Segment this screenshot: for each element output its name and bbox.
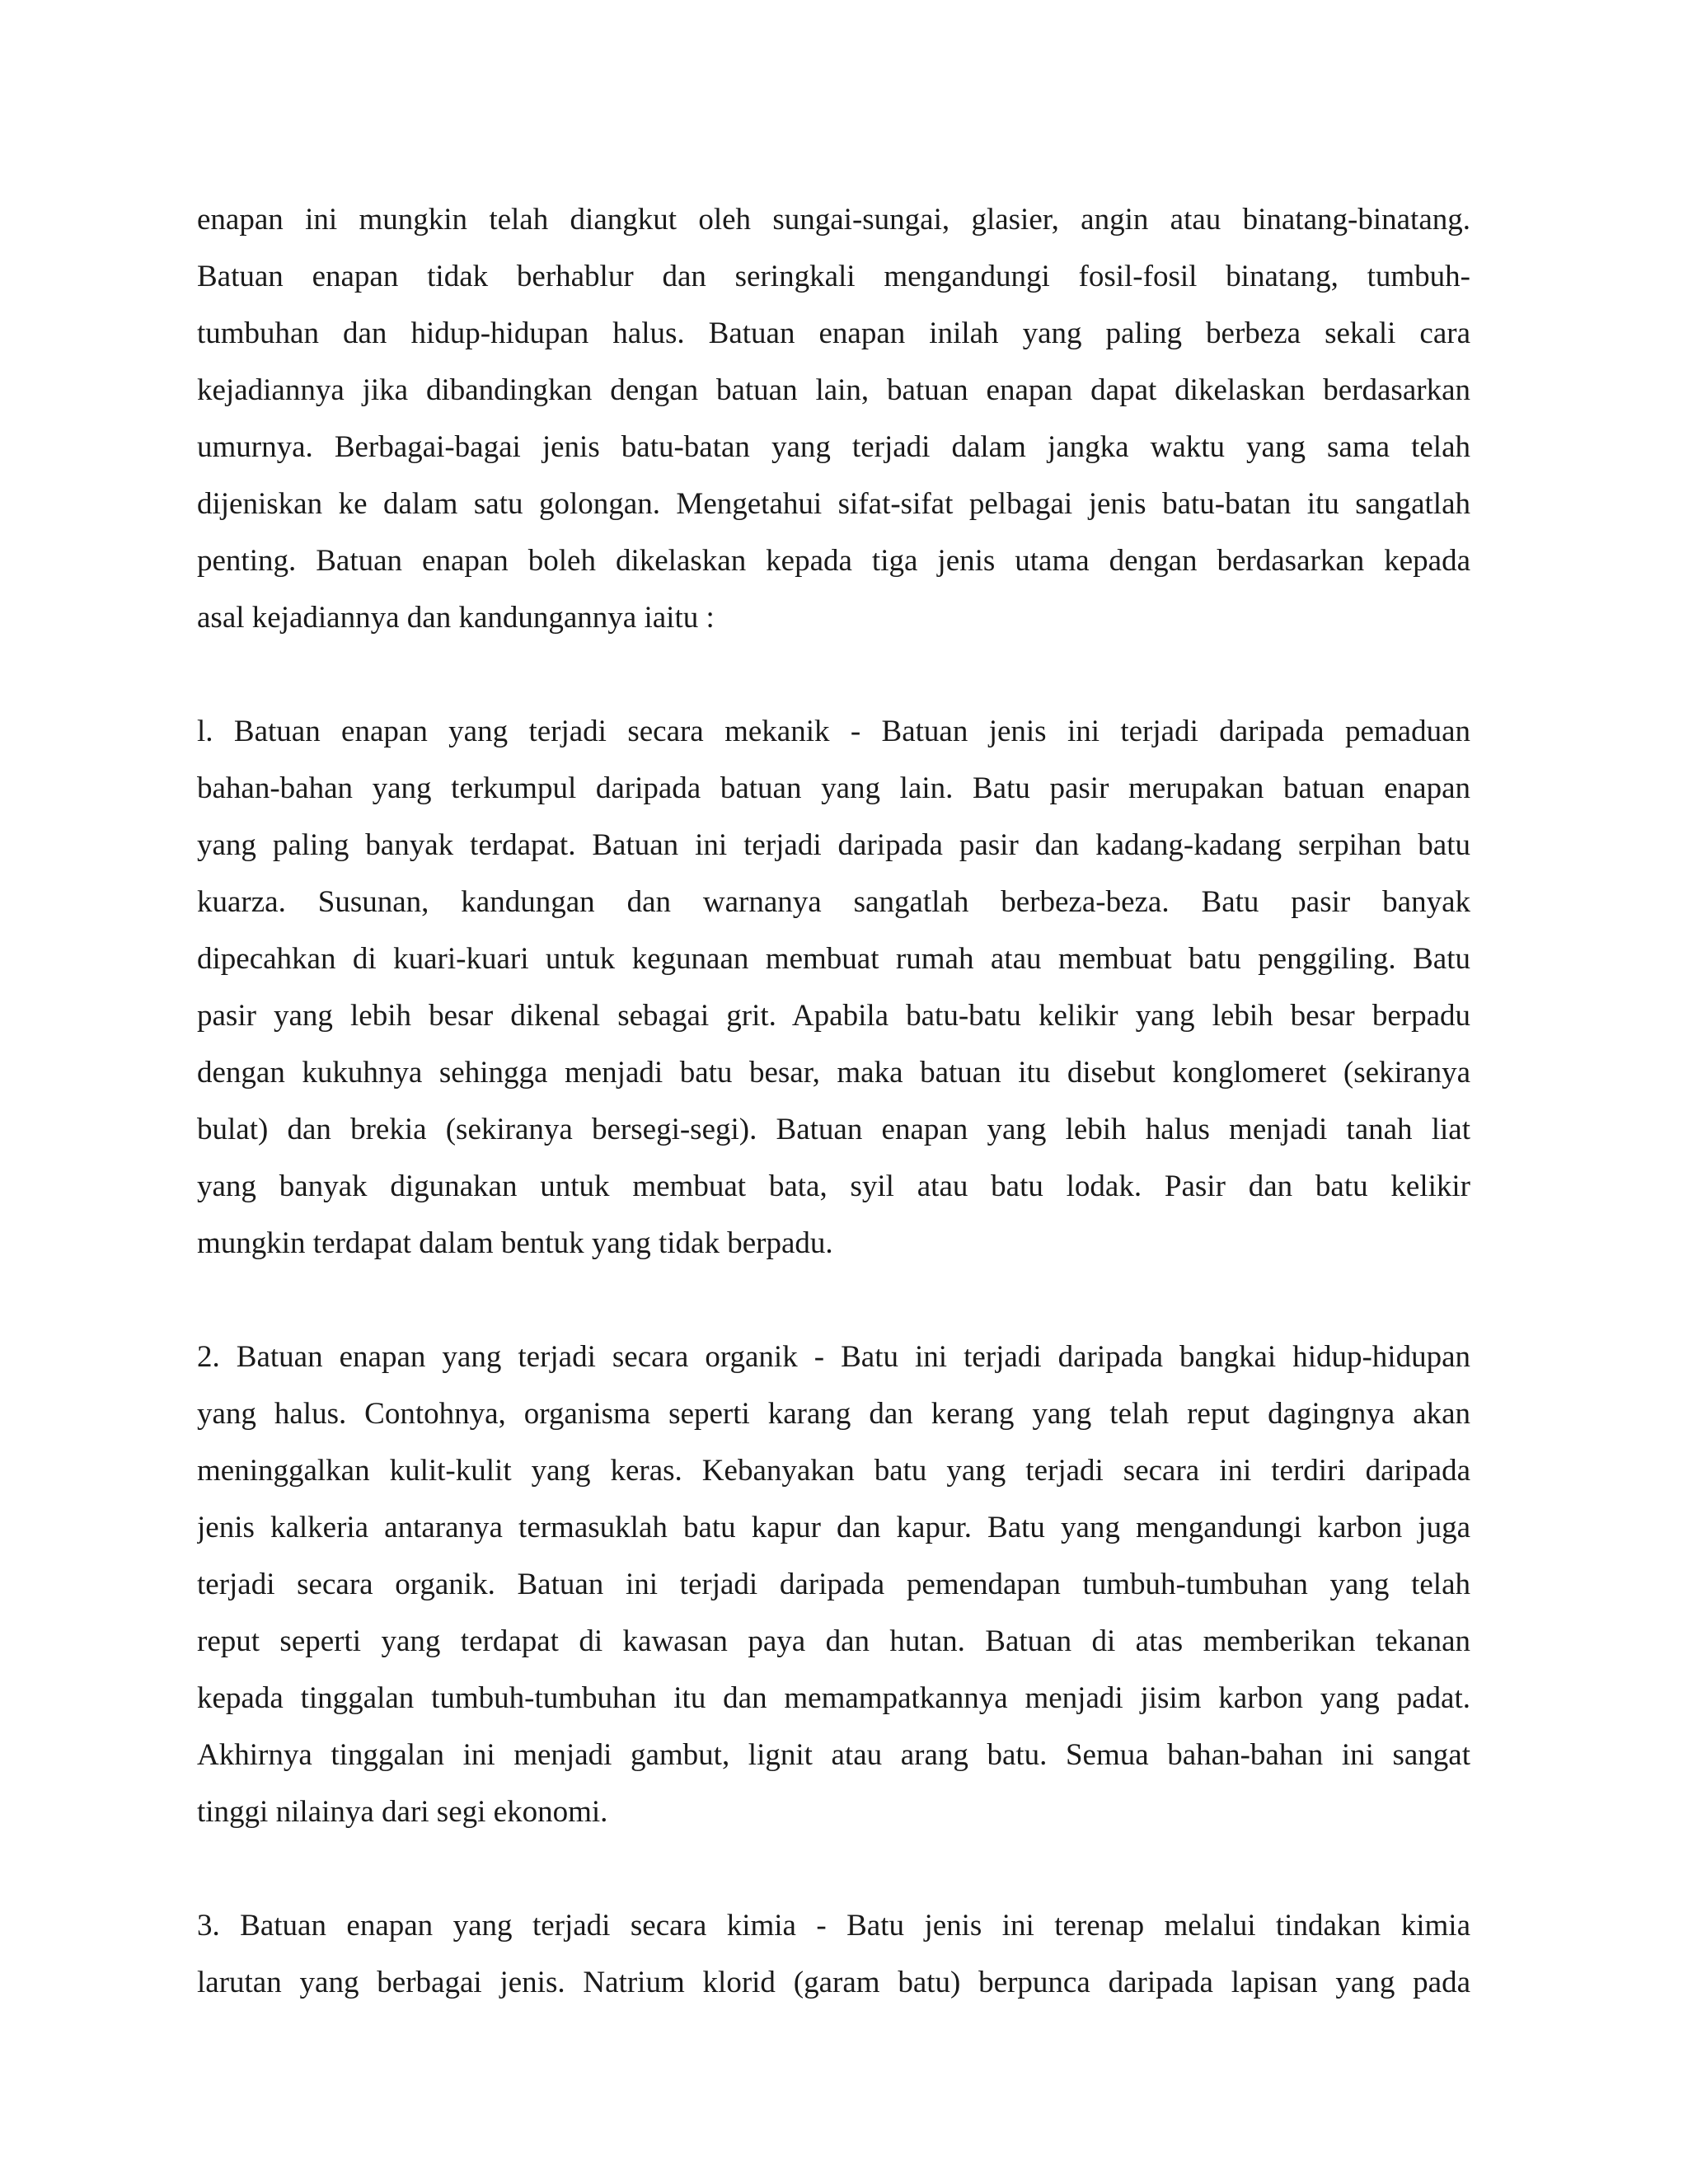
paragraph-spacer [197,1840,1470,1897]
text-line: jenis kalkeria antaranya termasuklah batu kapur dan kapur. Batu yang mengandungi karbon juga [197,1511,1470,1544]
paragraph-spacer [197,646,1470,703]
text-line: reput seperti yang terdapat di kawasan paya dan hutan. Batuan di atas memberikan tekanan [197,1624,1470,1658]
text-line: kuarza. Susunan, kandungan dan warnanya sangatlah berbeza-beza. Batu pasir banyak [197,885,1470,919]
text-line: enapan ini mungkin telah diangkut oleh sungai-sungai, glasier, angin atau binatang-binatang. [197,203,1470,237]
text-line: larutan yang berbagai jenis. Natrium klorid (garam batu) berpunca daripada lapisan yang pada [197,1966,1470,1999]
text-line: bahan-bahan yang terkumpul daripada batuan yang lain. Batu pasir merupakan batuan enapan [197,771,1470,805]
text-line: kepada tinggalan tumbuh-tumbuhan itu dan memampatkannya menjadi jisim karbon yang padat. [197,1681,1470,1715]
paragraph-mekanik [197,703,1470,1272]
text-line: terjadi secara organik. Batuan ini terjadi daripada pemendapan tumbuh-tumbuhan yang telah [197,1568,1470,1601]
document-body [197,191,1470,2011]
paragraph-kimia [197,1897,1470,2011]
text-line: umurnya. Berbagai-bagai jenis batu-batan yang terjadi dalam jangka waktu yang sama telah [197,430,1470,464]
text-line: penting. Batuan enapan boleh dikelaskan kepada tiga jenis utama dengan berdasarkan kepada [197,544,1470,578]
text-line: yang halus. Contohnya, organisma seperti karang dan kerang yang telah reput dagingnya akan [197,1397,1470,1431]
text-line: bulat) dan brekia (sekiranya bersegi-segi). Batuan enapan yang lebih halus menjadi tanah liat [197,1113,1470,1146]
paragraph-organik [197,1329,1470,1840]
text-line: 2. Batuan enapan yang terjadi secara organik - Batu ini terjadi daripada bangkai hidup-hidupan [197,1340,1470,1374]
text-line: 3. Batuan enapan yang terjadi secara kimia - Batu jenis ini terenap melalui tindakan kimia [197,1909,1470,1943]
paragraph-intro [197,191,1470,646]
text-line: Akhirnya tinggalan ini menjadi gambut, lignit atau arang batu. Semua bahan-bahan ini sangat [197,1738,1470,1772]
text-line: yang paling banyak terdapat. Batuan ini terjadi daripada pasir dan kadang-kadang serpihan batu [197,828,1470,862]
text-line: meninggalkan kulit-kulit yang keras. Kebanyakan batu yang terjadi secara ini terdiri daripada [197,1454,1470,1488]
text-line: kejadiannya jika dibandingkan dengan batuan lain, batuan enapan dapat dikelaskan berdasarkan [197,373,1470,407]
text-line: tinggi nilainya dari segi ekonomi. [197,1795,608,1829]
text-line: pasir yang lebih besar dikenal sebagai grit. Apabila batu-batu kelikir yang lebih besar berpadu [197,999,1470,1033]
text-line: Batuan enapan tidak berhablur dan seringkali mengandungi fosil-fosil binatang, tumbuh- [197,260,1470,293]
paragraph-spacer [197,1272,1470,1329]
text-line: tumbuhan dan hidup-hidupan halus. Batuan enapan inilah yang paling berbeza sekali cara [197,316,1470,350]
text-line: dengan kukuhnya sehingga menjadi batu besar, maka batuan itu disebut konglomeret (sekiranya [197,1056,1470,1090]
text-line: dijeniskan ke dalam satu golongan. Mengetahui sifat-sifat pelbagai jenis batu-batan itu sangatlah [197,487,1470,521]
text-line: asal kejadiannya dan kandungannya iaitu : [197,601,715,635]
text-line: dipecahkan di kuari-kuari untuk kegunaan membuat rumah atau membuat batu penggiling. Batu [197,942,1470,976]
text-line: l. Batuan enapan yang terjadi secara mekanik - Batuan jenis ini terjadi daripada pemaduan [197,715,1470,748]
text-line: yang banyak digunakan untuk membuat bata, syil atau batu lodak. Pasir dan batu kelikir [197,1169,1470,1203]
text-line: mungkin terdapat dalam bentuk yang tidak berpadu. [197,1226,833,1260]
